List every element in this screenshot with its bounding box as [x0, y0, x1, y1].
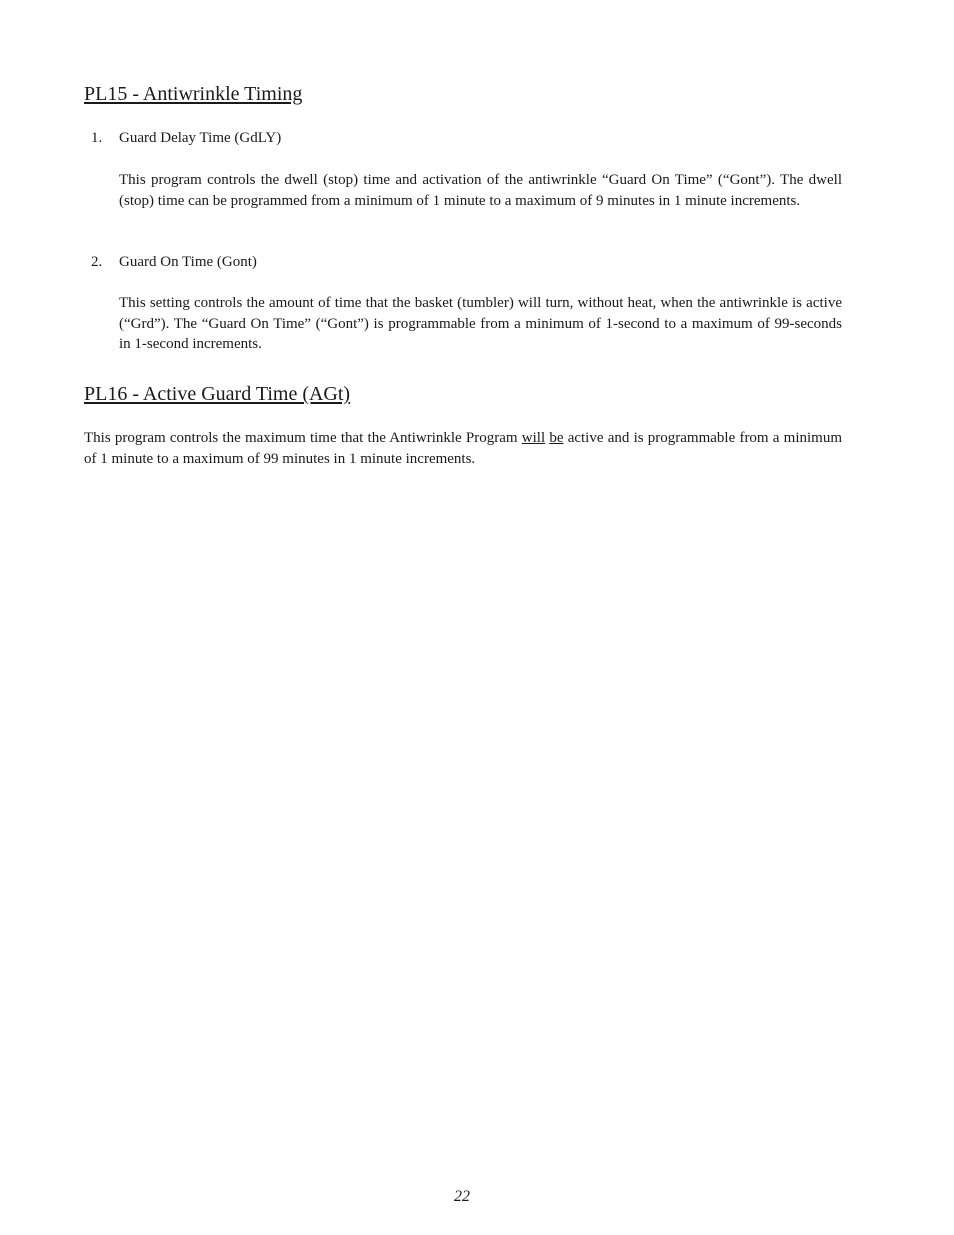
paragraph-active-guard-time	[84, 428, 842, 469]
underlined-word-will: will	[521, 430, 546, 446]
section-heading-pl16: PL16 - Active Guard Time (AGt)	[84, 383, 351, 405]
list-item-title-guard-delay-time: Guard Delay Time (GdLY)	[119, 130, 282, 146]
paragraph-guard-on-time: This setting controls the amount of time that the basket (tumbler) will turn, without heat, when the antiwrinkle is active (“Grd”). The “Guard On Time” (“Gont”) is programmable from a minimum of 1-second to a maximum of 99-seconds in 1-second increments.	[119, 295, 842, 352]
list-item-number: 2.	[91, 254, 103, 270]
paragraph-text-start: This program controls the maximum time that the Antiwrinkle Program	[84, 430, 522, 446]
underlined-word-be: be	[549, 430, 564, 446]
page-number: 22	[454, 1188, 470, 1205]
list-item-title-guard-on-time: Guard On Time (Gont)	[119, 254, 257, 270]
paragraph-text-end: active and is programmable from a minimum of 1 minute to a maximum of 99 minutes in 1 minute increments.	[84, 430, 842, 467]
list-item-number: 1.	[91, 130, 103, 146]
section-heading-pl15: PL15 - Antiwrinkle Timing	[84, 83, 303, 105]
paragraph-guard-delay-time: This program controls the dwell (stop) time and activation of the antiwrinkle “Guard On Time” (“Gont”). The dwell (stop) time can be programmed from a minimum of 1 minute to a maximum of 9 minutes in 1 minute increments.	[119, 172, 842, 209]
